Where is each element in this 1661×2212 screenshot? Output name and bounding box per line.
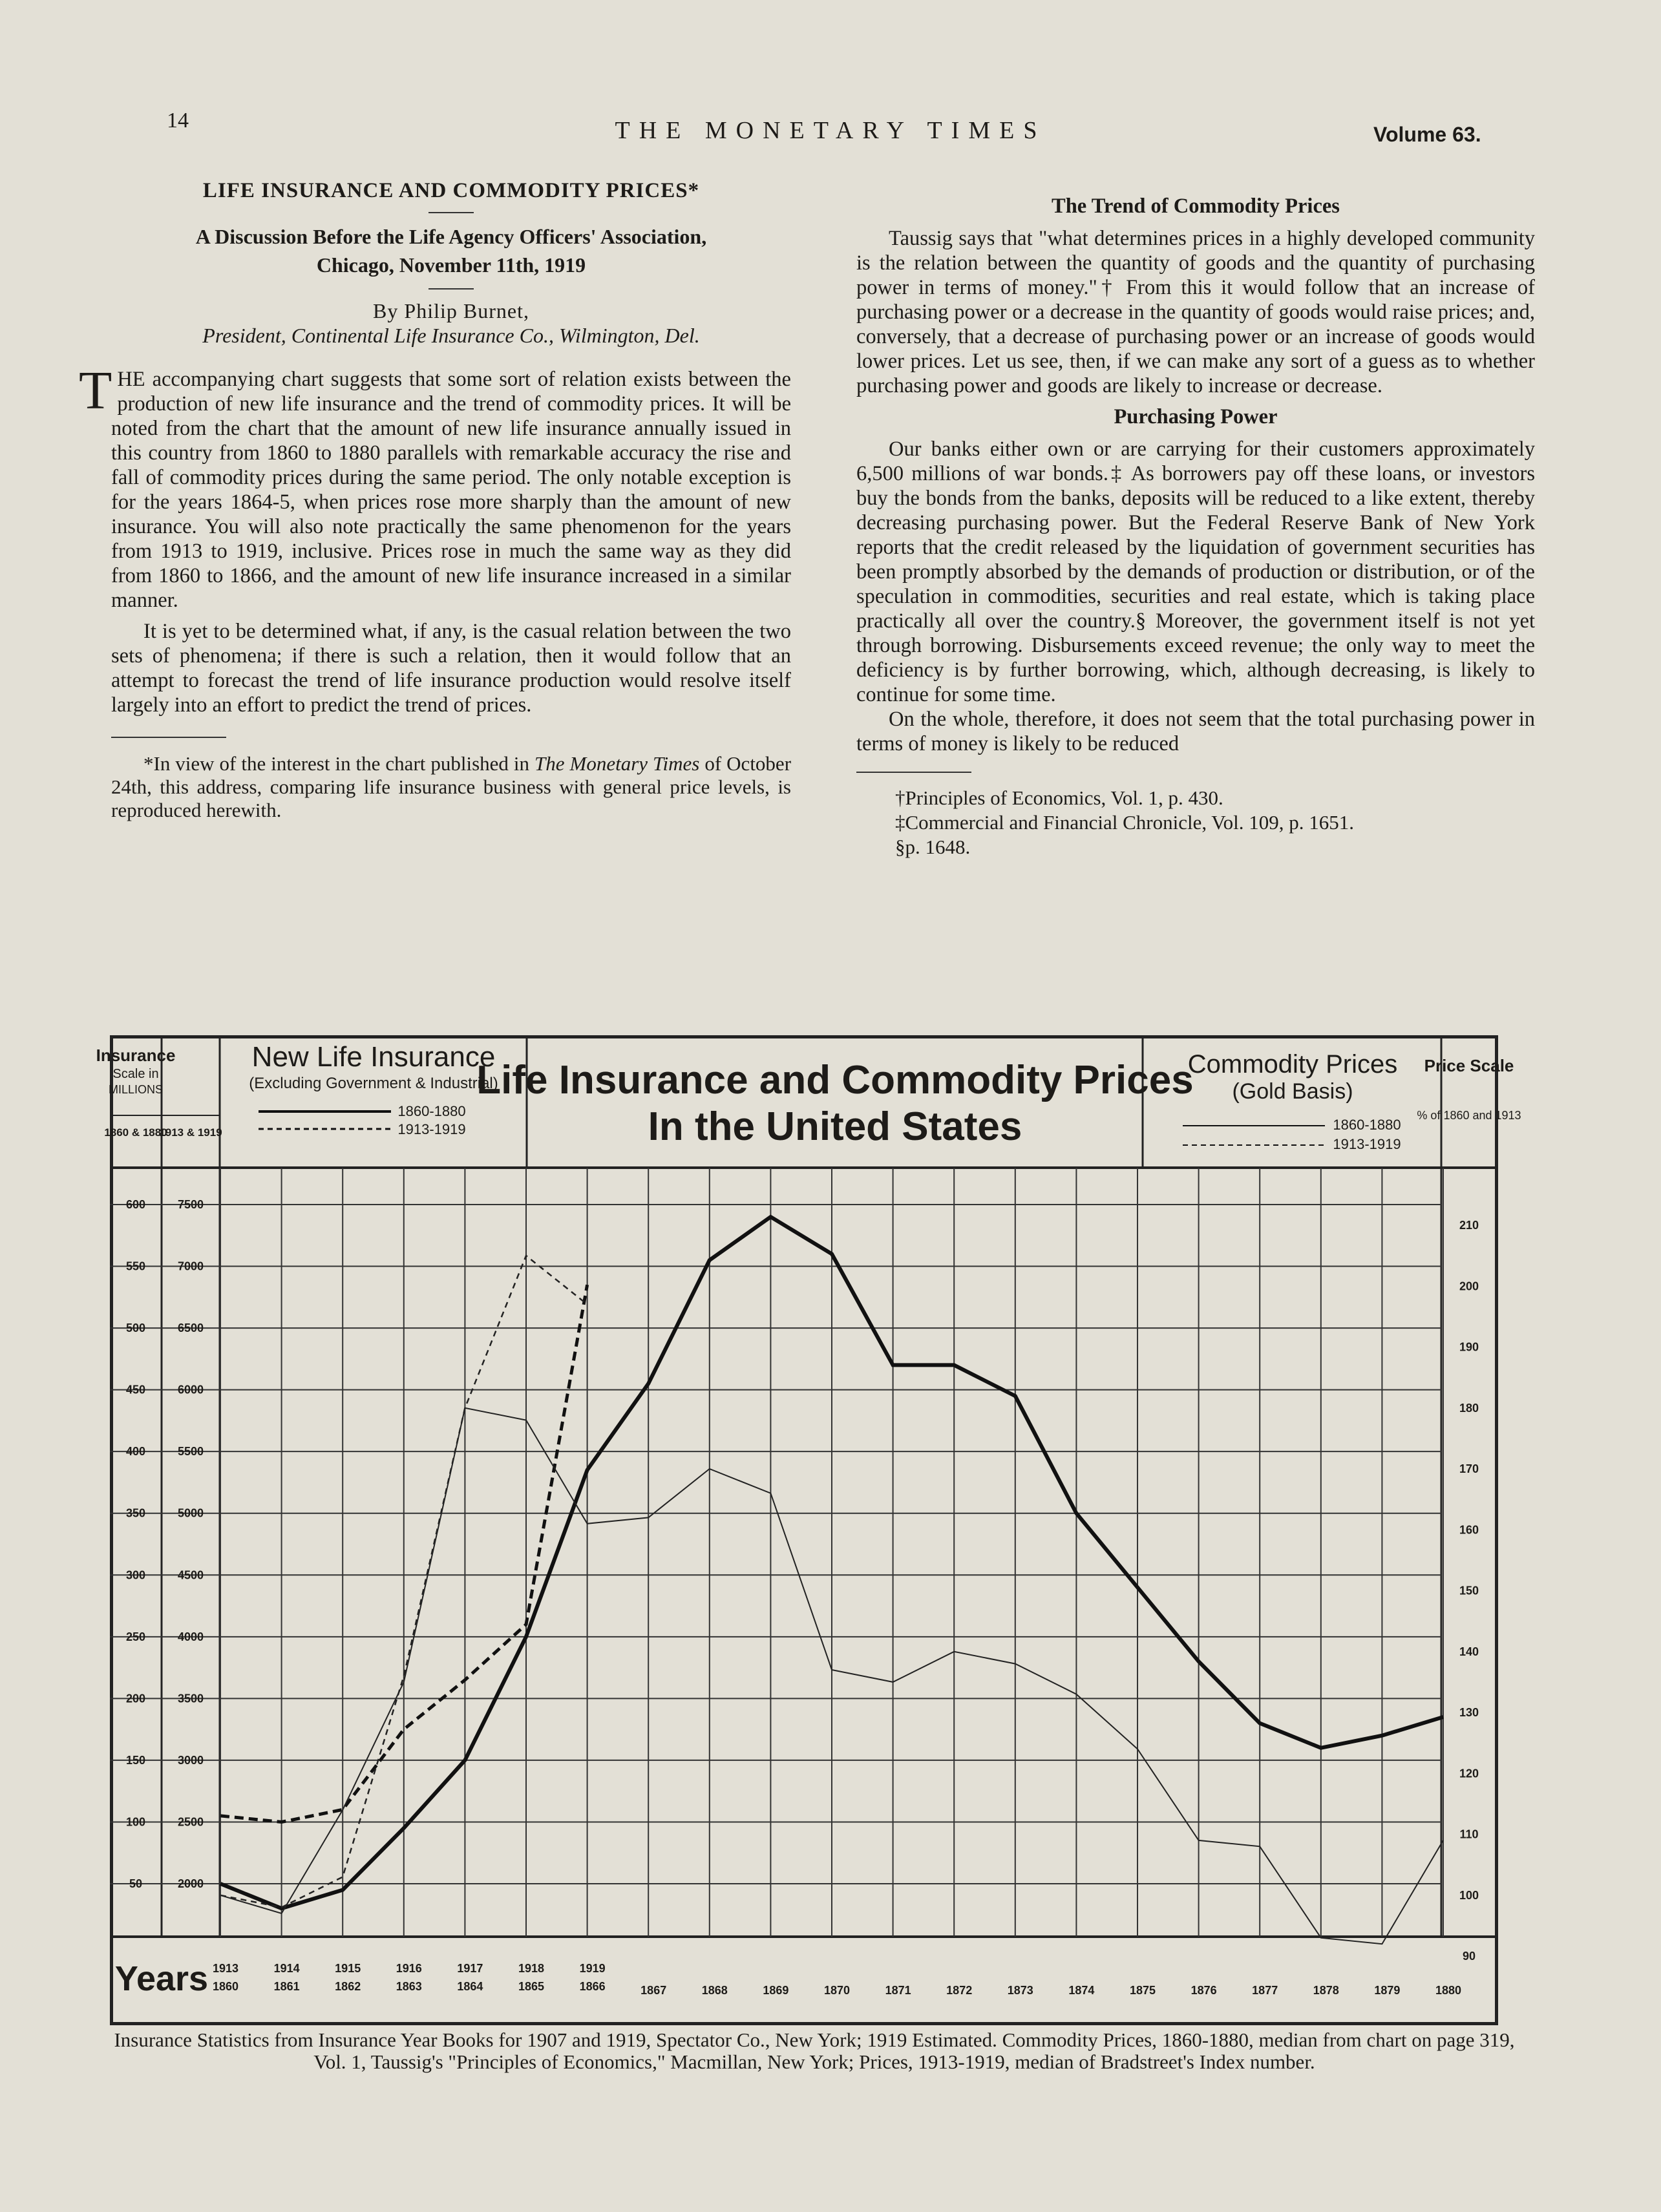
section-title-trend: The Trend of Commodity Prices [1052, 195, 1340, 218]
year-1913-label: 1913 [212, 1962, 239, 1975]
paragraph-1-text: HE accompanying chart suggests that some sort of relation exists between the production of new life insurance and the trend of commodity prices. It will be noted from the chart that the amount of new life insurance annually issued in this country from 1860 to 1880 parallels with remarkable accuracy the rise and fall of commodity prices during the same period. The only notable exception is for the years 1864-5, when prices rose more sharply than the amount of new insurance. You will also note practically the same phenomenon for the years from 1913 to 1919, inclusive. Prices rose in much the same way as they did from 1860 to 1866, and the amount of new life insurance increased in a similar manner. [111, 368, 791, 612]
chart-caption: Insurance Statistics from Insurance Year Books for 1907 and 1919, Spectator Co., New York; 1919 Estimated. Commodity Prices, 1860-1880, median from chart on page 319, Vol. 1, Taussig's "Principles of Economics," Macmillan, New York; Prices, 1913-1919, median of Bradstreet's Index number. [114, 2028, 1515, 2073]
insurance-tick-1913: 5000 [177, 1506, 204, 1520]
price-tick: 150 [1459, 1584, 1479, 1597]
price-tick: 200 [1459, 1280, 1479, 1293]
year-1860-label: 1861 [273, 1980, 300, 1993]
insurance-scale-title: Insurance [96, 1046, 176, 1065]
price-scale-title: Price Scale [1424, 1056, 1514, 1075]
byline: By Philip Burnet, [373, 299, 529, 322]
prices-legend-solid-label: 1860-1880 [1333, 1117, 1401, 1133]
footnote-dagger: †Principles of Economics, Vol. 1, p. 430. [895, 786, 1223, 809]
insurance-legend-title: New Life Insurance [251, 1041, 496, 1073]
year-1860-label: 1869 [763, 1984, 789, 1997]
year-1913-label: 1917 [457, 1962, 483, 1975]
footnote-star-italic: The Monetary Times [534, 752, 700, 775]
year-1860-label: 1872 [946, 1984, 973, 1997]
insurance-tick-1913: 5500 [177, 1445, 204, 1459]
year-1860-label: 1860 [212, 1980, 239, 1993]
insurance-tick-1913: 4500 [177, 1568, 204, 1582]
year-1860-label: 1865 [518, 1980, 545, 1993]
legend-solid-label: 1860-1880 [397, 1103, 466, 1119]
footnote-double-dagger: ‡Commercial and Financial Chronicle, Vol. 109, p. 1651. [895, 811, 1355, 834]
year-1860-label: 1879 [1374, 1984, 1401, 1997]
year-1860-label: 1868 [701, 1984, 728, 1997]
insurance-tick-1913: 6000 [177, 1383, 204, 1396]
year-1860-label: 1871 [885, 1984, 911, 1997]
years-label: Years [114, 1959, 209, 1998]
insurance-tick-1913: 6500 [177, 1322, 204, 1335]
paragraph-1 [79, 361, 791, 613]
article-subtitle-line1: A Discussion Before the Life Agency Officers' Association, [195, 225, 707, 248]
prices-legend-subtitle: (Gold Basis) [1232, 1079, 1353, 1104]
insurance-legend-subtitle: (Excluding Government & Industrial) [249, 1075, 498, 1092]
insurance-tick-1860: 300 [125, 1568, 146, 1582]
price-tick: 190 [1459, 1340, 1479, 1354]
prices-legend-title: Commodity Prices [1187, 1050, 1398, 1079]
legend-dashed-label: 1913-1919 [397, 1121, 466, 1137]
insurance-tick-1913: 7000 [177, 1259, 204, 1273]
insurance-tick-1860: 100 [125, 1815, 146, 1829]
insurance-tick-1913: 4000 [177, 1630, 204, 1643]
section-purchasing-para2: On the whole, therefore, it does not seem that the total purchasing power in terms of money is likely to be reduced [856, 708, 1535, 755]
year-1860-label: 1876 [1190, 1984, 1217, 1997]
section-trend-text: Taussig says that "what determines prices in a highly developed community is the relation between the quantity of goods and the quantity of purchasing power in terms of money."† From this it would follow that an increase of purchasing power or a decrease in the quantity of goods would raise prices; and, conversely, that a decrease of purchasing power or an increase of goods would lower prices. Let us see, then, if we can make any sort of a guess as to whether purchasing power and goods are likely to increase or decrease. [856, 227, 1535, 397]
year-1860-label: 1873 [1007, 1984, 1033, 1997]
year-1860-label: 1862 [335, 1980, 361, 1993]
divider [428, 212, 474, 213]
insurance-tick-1860: 350 [125, 1506, 146, 1520]
insurance-tick-1860: 250 [125, 1630, 146, 1643]
year-1860-label: 1870 [823, 1984, 851, 1997]
footnote-star [111, 752, 791, 822]
insurance-tick-1860: 550 [125, 1259, 146, 1273]
year-1913-label: 1914 [273, 1962, 300, 1975]
year-1860-label: 1863 [396, 1980, 422, 1993]
insurance-tick-1913: 3500 [177, 1692, 204, 1705]
insurance-tick-1860: 600 [125, 1198, 146, 1211]
drop-cap: T [79, 361, 112, 421]
left-column [79, 178, 792, 822]
insurance-tick-1860: 400 [125, 1445, 146, 1459]
prices-legend-dashed-label: 1913-1919 [1333, 1136, 1401, 1152]
year-1913-label: 1919 [579, 1962, 606, 1975]
price-tick: 120 [1459, 1767, 1479, 1780]
year-1860-label: 1867 [640, 1984, 667, 1997]
page-number: 14 [167, 109, 189, 132]
insurance-tick-1860: 500 [125, 1322, 146, 1335]
insurance-tick-1913: 7500 [177, 1198, 204, 1211]
right-column [856, 190, 1535, 859]
price-scale-sub: % of 1860 and 1913 [1417, 1109, 1521, 1122]
year-1860-label: 1864 [457, 1980, 483, 1993]
affiliation: President, Continental Life Insurance Co., Wilmington, Del. [202, 324, 700, 347]
year-1860-label: 1866 [579, 1980, 606, 1993]
section-title-purchasing: Purchasing Power [1114, 405, 1278, 428]
insurance-col-head: 1913 & 1919 [159, 1126, 222, 1139]
insurance-tick-1913: 2000 [177, 1877, 204, 1890]
insurance-tick-1860: 450 [125, 1383, 146, 1396]
footnote-star-suffix: of October 24th, this address, comparing life insurance business with general price levels, is reproduced herewith. [111, 752, 792, 821]
insurance-tick-1860: 200 [125, 1692, 146, 1705]
insurance-tick-1860: 150 [125, 1753, 146, 1767]
chart [96, 1035, 1521, 2025]
divider [428, 288, 474, 290]
price-tick: 90 [1462, 1950, 1476, 1963]
volume-label: Volume 63. [1373, 123, 1481, 146]
section-purchasing-para1: Our banks either own or are carrying for their customers approximately 6,500 millions of war bonds.‡ As borrowers pay off these loans, or investors buy the bonds from the banks, deposits will be reduced to a like extent, thereby decreasing purchasing power. But the Federal Reserve Bank of New York reports that the credit released by the liquidation of government securities has been promptly absorbed by the demands of production or distribution, or of the speculation in commodities, securities and real estate, which is taking place practically all over the country.§ Moreover, the government itself is not yet through borrowing. Disbursements exceed revenue; the only way to meet the deficiency is by further borrowing, which, although decreasing, is likely to continue for some time. [856, 437, 1535, 706]
price-tick: 160 [1459, 1523, 1479, 1537]
article-subtitle-line2: Chicago, November 11th, 1919 [316, 253, 586, 277]
insurance-scale-title: Scale in [112, 1067, 159, 1081]
footnote-rule [111, 737, 226, 738]
price-tick: 210 [1459, 1219, 1479, 1232]
price-tick: 170 [1459, 1462, 1479, 1475]
year-1860-label: 1878 [1313, 1984, 1339, 1997]
journal-title: THE MONETARY TIMES [615, 117, 1046, 144]
insurance-tick-1860: 50 [129, 1877, 143, 1890]
footnote-rule-right [856, 772, 971, 773]
chart-title-line1: Life Insurance and Commodity Prices [476, 1058, 1194, 1102]
insurance-col-head: 1860 & 1880 [104, 1126, 167, 1139]
footnote-section: §p. 1648. [895, 836, 971, 858]
price-tick: 140 [1459, 1645, 1479, 1658]
price-tick: 180 [1459, 1401, 1479, 1415]
year-1913-label: 1918 [518, 1962, 545, 1975]
price-tick: 100 [1459, 1888, 1479, 1902]
year-1860-label: 1875 [1129, 1984, 1156, 1997]
paragraph-2: It is yet to be determined what, if any, is the casual relation between the two sets of phenomena; if there is such a relation, then it would follow that an attempt to forecast the trend of life insurance production would resolve itself largely into an effort to predict the trend of prices. [111, 620, 791, 717]
year-1913-label: 1915 [335, 1962, 361, 1975]
year-1913-label: 1916 [396, 1962, 422, 1975]
chart-title-line2: In the United States [648, 1104, 1022, 1149]
article-title: LIFE INSURANCE AND COMMODITY PRICES* [202, 179, 700, 202]
year-1860-label: 1880 [1435, 1984, 1462, 1997]
insurance-scale-title: MILLIONS [108, 1083, 164, 1096]
insurance-tick-1913: 3000 [177, 1753, 204, 1767]
year-1860-label: 1874 [1068, 1984, 1095, 1997]
price-tick: 110 [1459, 1828, 1479, 1841]
insurance-tick-1913: 2500 [177, 1815, 204, 1829]
price-tick: 130 [1459, 1706, 1479, 1719]
year-1860-label: 1877 [1252, 1984, 1278, 1997]
footnote-star-prefix: *In view of the interest in the chart published in [143, 752, 535, 775]
